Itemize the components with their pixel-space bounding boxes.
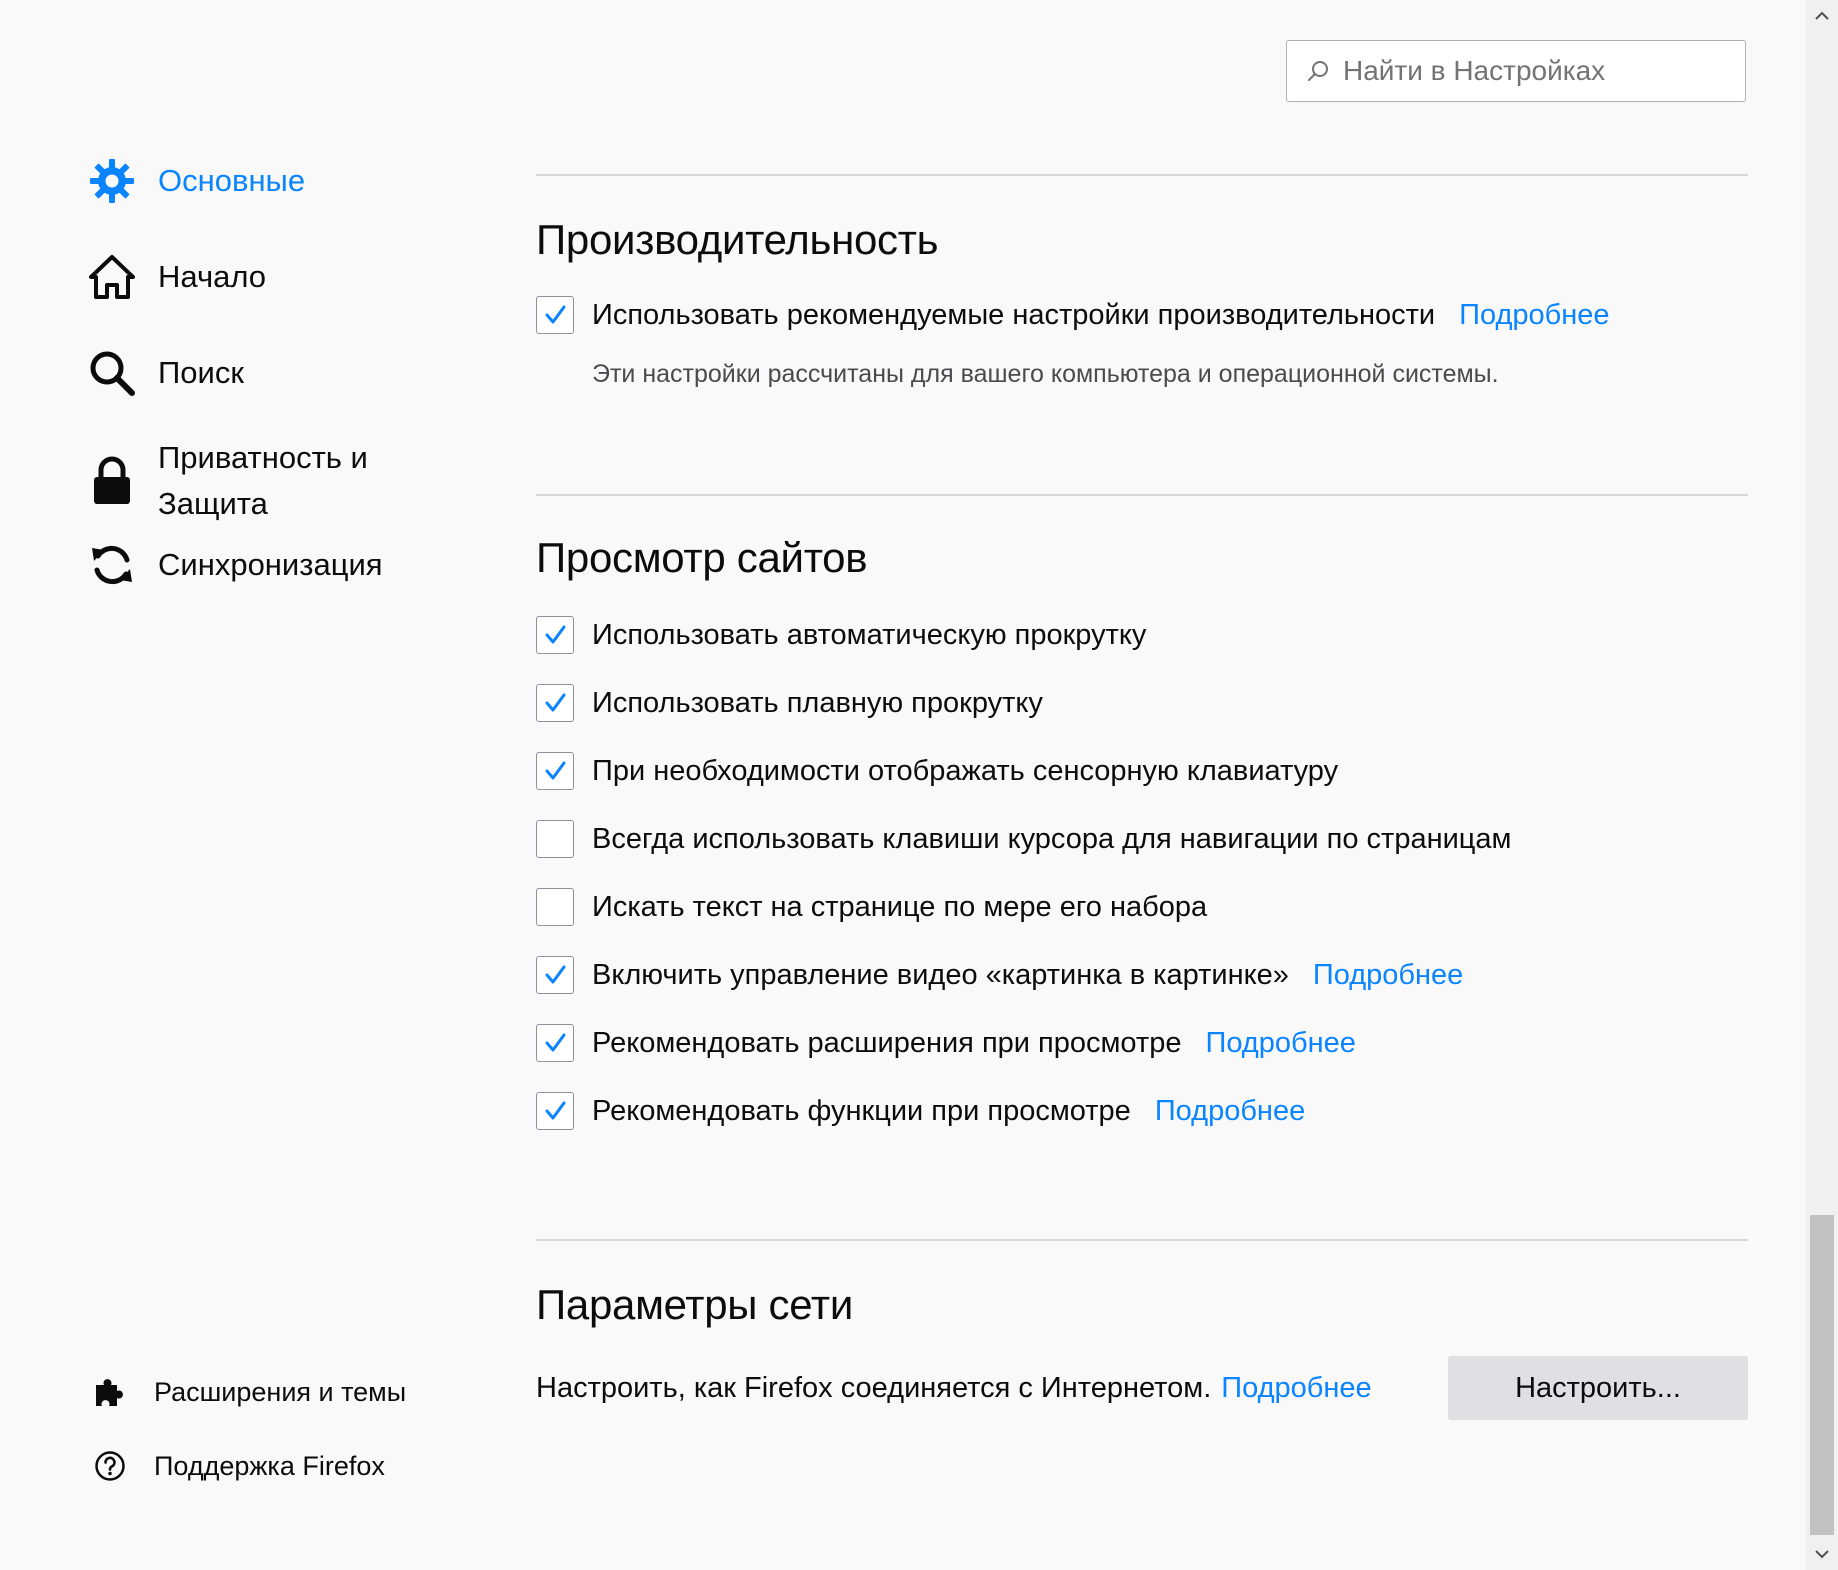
search-icon xyxy=(1303,56,1333,86)
section-divider xyxy=(536,494,1748,496)
network-description: Настроить, как Firefox соединяется с Интернетом. xyxy=(536,1371,1212,1404)
scroll-up-arrow[interactable] xyxy=(1806,0,1838,32)
performance-learn-more-link[interactable]: Подробнее xyxy=(1459,298,1610,331)
find-as-you-type-label[interactable]: Искать текст на странице по мере его набора xyxy=(592,890,1208,923)
sidebar-item-home[interactable] xyxy=(86,251,266,303)
picture-in-picture-label[interactable]: Включить управление видео «картинка в картинке» xyxy=(592,958,1289,991)
network-row xyxy=(536,1366,1372,1410)
sidebar-item-label: Основные xyxy=(158,163,306,198)
sidebar-item-general[interactable] xyxy=(86,155,305,207)
extensions-label: Расширения и темы xyxy=(154,1376,407,1407)
lock-icon xyxy=(86,455,138,507)
sidebar-item-label: Синхронизация xyxy=(158,547,383,582)
recommend-extensions-label[interactable]: Рекомендовать расширения при просмотре xyxy=(592,1026,1182,1059)
picture-in-picture-checkbox[interactable] xyxy=(536,956,574,994)
recommend-features-label[interactable]: Рекомендовать функции при просмотре xyxy=(592,1094,1131,1127)
sidebar-item-label: Защита xyxy=(158,486,268,521)
recommend-features-checkbox[interactable] xyxy=(536,1092,574,1130)
sidebar-item-sync[interactable] xyxy=(86,539,383,591)
sync-icon xyxy=(86,539,138,591)
performance-description: Эти настройки рассчитаны для вашего компьютера и операционной системы. xyxy=(592,360,1499,388)
sidebar-support-link[interactable] xyxy=(90,1446,385,1486)
browsing-option-row xyxy=(536,749,1338,793)
section-divider xyxy=(536,1239,1748,1241)
browsing-option-row xyxy=(536,1021,1356,1065)
vertical-scrollbar[interactable] xyxy=(1806,0,1838,1570)
browsing-option-row xyxy=(536,613,1146,657)
smooth-scroll-checkbox[interactable] xyxy=(536,684,574,722)
section-divider xyxy=(536,174,1748,176)
network-settings-button[interactable]: Настроить... xyxy=(1448,1356,1748,1420)
picture-in-picture-learn-more-link[interactable]: Подробнее xyxy=(1312,958,1464,991)
autoscroll-label[interactable]: Использовать автоматическую прокрутку xyxy=(592,618,1147,651)
browsing-option-row xyxy=(536,817,1511,861)
sidebar-item-label: Начало xyxy=(158,259,267,294)
scroll-down-arrow[interactable] xyxy=(1806,1538,1838,1570)
sidebar-item-label: Приватность и xyxy=(158,440,368,475)
performance-recommended-checkbox[interactable] xyxy=(536,296,574,334)
help-icon xyxy=(90,1446,130,1486)
performance-recommended-label[interactable]: Использовать рекомендуемые настройки производительности xyxy=(592,298,1436,331)
performance-recommended-row xyxy=(536,293,1610,337)
recommend-features-learn-more-link[interactable]: Подробнее xyxy=(1154,1094,1306,1127)
gear-icon xyxy=(86,155,138,207)
smooth-scroll-label[interactable]: Использовать плавную прокрутку xyxy=(592,686,1043,719)
home-icon xyxy=(86,251,138,303)
sidebar-item-label: Поиск xyxy=(158,355,244,390)
network-learn-more-link[interactable]: Подробнее xyxy=(1221,1371,1372,1404)
browsing-option-row xyxy=(536,953,1463,997)
support-label: Поддержка Firefox xyxy=(154,1450,385,1481)
caret-browsing-label[interactable]: Всегда использовать клавиши курсора для навигации по страницам xyxy=(592,822,1512,855)
network-section-title: Параметры сети xyxy=(536,1281,854,1328)
touch-keyboard-checkbox[interactable] xyxy=(536,752,574,790)
settings-search-input[interactable] xyxy=(1341,54,1735,88)
recommend-extensions-checkbox[interactable] xyxy=(536,1024,574,1062)
sidebar-item-search[interactable] xyxy=(86,347,244,399)
sidebar-item-label-group xyxy=(158,435,368,527)
find-as-you-type-checkbox[interactable] xyxy=(536,888,574,926)
caret-browsing-checkbox[interactable] xyxy=(536,820,574,858)
touch-keyboard-label[interactable]: При необходимости отображать сенсорную клавиатуру xyxy=(592,754,1339,787)
magnifier-icon xyxy=(86,347,138,399)
browsing-option-row xyxy=(536,681,1043,725)
browsing-option-row xyxy=(536,885,1207,929)
settings-search-box[interactable] xyxy=(1286,40,1746,102)
puzzle-icon xyxy=(90,1372,130,1412)
browsing-option-row xyxy=(536,1089,1305,1133)
recommend-extensions-learn-more-link[interactable]: Подробнее xyxy=(1205,1026,1356,1059)
browsing-section-title: Просмотр сайтов xyxy=(536,534,868,581)
performance-section-title: Производительность xyxy=(536,216,939,263)
autoscroll-checkbox[interactable] xyxy=(536,616,574,654)
sidebar-extensions-link[interactable] xyxy=(90,1372,406,1412)
scroll-thumb[interactable] xyxy=(1810,1215,1834,1535)
sidebar-item-privacy[interactable] xyxy=(86,435,368,527)
